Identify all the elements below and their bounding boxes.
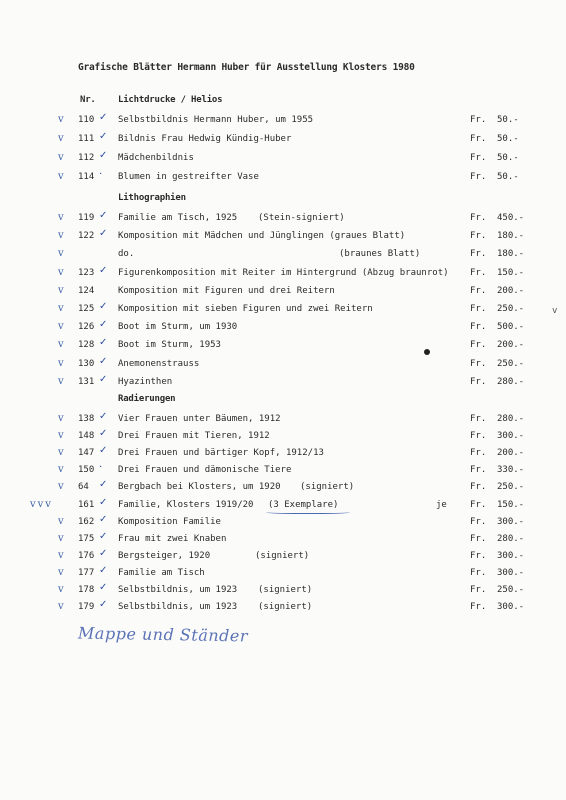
item-number: 119 xyxy=(78,213,95,223)
currency-label: Fr. xyxy=(470,115,487,125)
checkmark-icon: v xyxy=(58,447,64,459)
item-note: (signiert) xyxy=(258,602,313,613)
item-price: 300.- xyxy=(497,516,525,527)
item-note: (signiert) xyxy=(300,482,355,493)
list-item xyxy=(0,430,566,444)
checkmark-icon: v xyxy=(58,339,64,351)
currency-label: Fr. xyxy=(470,304,487,314)
item-title: Komposition Familie xyxy=(118,516,221,527)
checkmark-icon: v xyxy=(58,114,64,125)
checkmark-icon: v xyxy=(58,133,64,144)
currency-label: Fr. xyxy=(470,499,487,510)
item-title: Bildnis Frau Hedwig Kündig-Huber xyxy=(118,134,292,144)
checkmark-icon: ✓ xyxy=(99,131,108,142)
list-item xyxy=(0,339,566,353)
list-item xyxy=(0,212,566,226)
checkmark-icon: v xyxy=(58,566,64,578)
item-title: Boot im Sturm, 1953 xyxy=(118,340,221,351)
list-item xyxy=(0,481,566,495)
list-item xyxy=(0,464,566,478)
item-price: 150.- xyxy=(497,499,525,510)
item-price: 300.- xyxy=(497,567,525,578)
item-price: 300.- xyxy=(497,602,525,613)
item-number: 114 xyxy=(78,172,95,182)
item-price: 200.- xyxy=(497,340,525,351)
item-title: Blumen in gestreifter Vase xyxy=(118,172,259,182)
item-title: Hyazinthen xyxy=(118,376,173,387)
checkmark-icon: ✓ xyxy=(99,337,108,349)
item-price: 250.- xyxy=(497,482,525,493)
currency-label: Fr. xyxy=(470,550,487,561)
item-note: (signiert) xyxy=(255,550,310,561)
item-number: 179 xyxy=(78,602,95,613)
item-title: Drei Frauen und bärtiger Kopf, 1912/13 xyxy=(118,448,324,459)
item-title: Figurenkomposition mit Reiter im Hintergrund (Abzug braunrot) xyxy=(118,267,449,278)
currency-label: Fr. xyxy=(470,376,487,387)
checkmark-icon: ✓ xyxy=(99,319,108,331)
currency-label: Fr. xyxy=(470,285,487,296)
item-title: Komposition mit Figuren und drei Reitern xyxy=(118,285,335,296)
item-price: 500.- xyxy=(497,322,525,333)
checkmark-icon: v xyxy=(58,532,64,544)
checkmark-icon: v xyxy=(58,584,64,595)
item-number: 122 xyxy=(78,231,95,242)
item-price: 280.- xyxy=(497,414,525,424)
list-item xyxy=(0,564,566,581)
currency-label: Fr. xyxy=(470,231,487,242)
item-price: 50.- xyxy=(497,153,519,163)
item-price: 250.- xyxy=(497,358,525,369)
currency-label: Fr. xyxy=(470,431,487,442)
checkmark-icon: ✓ xyxy=(99,445,108,457)
item-title: Selbstbildnis, um 1923 xyxy=(118,602,238,613)
item-number: 178 xyxy=(78,585,95,595)
checkmark-icon: v xyxy=(58,549,64,561)
item-title: Boot im Sturm, um 1930 xyxy=(118,322,238,333)
item-price: 280.- xyxy=(497,376,525,387)
ink-dot xyxy=(424,349,430,355)
list-item xyxy=(0,133,566,147)
list-item xyxy=(0,285,566,299)
currency-label: Fr. xyxy=(470,134,487,144)
item-title: Drei Frauen und dämonische Tiere xyxy=(118,465,292,476)
item-number: 110 xyxy=(78,115,95,125)
item-title: Bergsteiger, 1920 xyxy=(118,550,211,561)
checkmark-icon: v xyxy=(58,375,64,387)
item-number: 162 xyxy=(78,516,95,527)
checkmark-icon: v xyxy=(58,248,64,260)
currency-label: Fr. xyxy=(470,340,487,351)
item-number: 128 xyxy=(78,340,95,351)
pen-underline xyxy=(266,510,350,514)
item-je: je xyxy=(436,499,447,510)
currency-label: Fr. xyxy=(470,585,487,595)
currency-label: Fr. xyxy=(470,267,487,278)
currency-label: Fr. xyxy=(470,465,487,476)
item-number: 111 xyxy=(78,134,95,144)
checkmark-icon: ✓ xyxy=(99,496,108,508)
item-title: Familie am Tisch xyxy=(118,567,205,578)
list-item xyxy=(0,230,566,244)
item-title: do. xyxy=(118,249,135,260)
currency-label: Fr. xyxy=(470,249,487,260)
item-price: 50.- xyxy=(497,172,519,182)
item-price: 300.- xyxy=(497,550,525,561)
currency-label: Fr. xyxy=(470,602,487,613)
checkmark-icon: v xyxy=(58,303,64,314)
item-number: 125 xyxy=(78,304,95,314)
checkmark-icon: v xyxy=(58,266,64,278)
list-item xyxy=(0,530,566,547)
item-price: 50.- xyxy=(497,134,519,144)
item-title: Familie, Klosters 1919/20 xyxy=(118,499,254,510)
currency-label: Fr. xyxy=(470,533,487,544)
item-title: Frau mit zwei Knaben xyxy=(118,533,227,544)
item-note: (3 Exemplare) xyxy=(268,499,339,510)
checkmark-icon: vvv xyxy=(30,498,53,510)
checkmark-icon: v xyxy=(58,515,64,527)
checkmark-icon: v xyxy=(58,230,64,242)
checkmark-icon: ✓ xyxy=(99,582,108,593)
checkmark-icon: v xyxy=(58,430,64,442)
item-price: 200.- xyxy=(497,448,525,459)
list-item xyxy=(0,547,566,564)
currency-label: Fr. xyxy=(470,448,487,459)
checkmark-icon: ✓ xyxy=(99,411,108,422)
item-number: 161 xyxy=(78,499,95,510)
currency-label: Fr. xyxy=(470,322,487,333)
item-number: 150 xyxy=(78,465,95,476)
item-title: Komposition mit sieben Figuren und zwei Reitern xyxy=(118,304,373,314)
item-price: 330.- xyxy=(497,465,525,476)
checkmark-icon: v xyxy=(58,284,64,296)
checkmark-icon: v xyxy=(58,152,64,163)
checkmark-icon: v xyxy=(58,464,64,476)
list-item xyxy=(0,171,566,185)
item-price: 250.- xyxy=(497,585,525,595)
currency-label: Fr. xyxy=(470,213,487,223)
checkmark-icon: ✓ xyxy=(99,479,108,491)
currency-label: Fr. xyxy=(470,172,487,182)
item-title: Selbstbildnis, um 1923 xyxy=(118,585,238,595)
item-title: Selbstbildnis Hermann Huber, um 1955 xyxy=(118,115,314,125)
checkmark-icon: ✓ xyxy=(99,530,108,542)
item-price: 200.- xyxy=(497,285,525,296)
item-number: 123 xyxy=(78,267,95,278)
list-item xyxy=(0,355,566,372)
item-number: 131 xyxy=(78,376,95,387)
handwritten-note: Mappe und Ständer xyxy=(77,623,249,646)
item-title: Bergbach bei Klosters, um 1920 xyxy=(118,482,281,493)
list-item xyxy=(0,413,566,427)
item-number: 176 xyxy=(78,550,95,561)
section-heading-radierungen: Radierungen xyxy=(118,394,176,404)
checkmark-icon: ✓ xyxy=(99,264,108,276)
checkmark-icon: v xyxy=(58,212,64,223)
list-item xyxy=(0,114,566,128)
item-price: 180.- xyxy=(497,249,525,260)
checkmark-icon: v xyxy=(58,321,64,333)
checkmark-icon: ✓ xyxy=(99,112,108,123)
item-price: 250.- xyxy=(497,304,525,314)
list-item xyxy=(0,248,566,262)
checkmark-icon: v xyxy=(58,171,64,182)
checkmark-icon: · xyxy=(99,462,103,474)
list-item xyxy=(0,303,566,317)
item-number: 138 xyxy=(78,414,95,424)
item-price: 180.- xyxy=(497,231,525,242)
list-item xyxy=(0,264,566,281)
list-item xyxy=(0,152,566,166)
list-item xyxy=(0,447,566,461)
checkmark-icon: ✓ xyxy=(99,428,108,440)
list-item xyxy=(0,513,566,530)
checkmark-icon: ✓ xyxy=(99,150,108,161)
item-title: Familie am Tisch, 1925 xyxy=(118,213,238,223)
checkmark-icon: v xyxy=(58,413,64,424)
margin-tick: v xyxy=(552,306,558,316)
checkmark-icon: ✓ xyxy=(99,564,108,576)
item-note: (Stein-signiert) xyxy=(258,213,345,223)
checkmark-icon: ✓ xyxy=(99,547,108,559)
checkmark-icon: ✓ xyxy=(99,301,108,312)
document-title: Grafische Blätter Hermann Huber für Ausstellung Klosters 1980 xyxy=(78,62,415,73)
item-number: 126 xyxy=(78,322,95,333)
checkmark-icon: ✓ xyxy=(99,373,108,385)
item-number: 175 xyxy=(78,533,95,544)
item-number: 112 xyxy=(78,153,95,163)
item-title: Drei Frauen mit Tieren, 1912 xyxy=(118,431,270,442)
item-price: 280.- xyxy=(497,533,525,544)
checkmark-icon: v xyxy=(58,357,64,369)
item-number: 147 xyxy=(78,448,95,459)
checkmark-icon: · xyxy=(99,169,103,180)
section-heading-lithographien: Lithographien xyxy=(118,193,186,203)
list-item xyxy=(0,373,566,390)
item-note: (signiert) xyxy=(258,585,313,595)
checkmark-icon: ✓ xyxy=(99,355,108,367)
checkmark-icon: v xyxy=(58,601,64,613)
item-price: 50.- xyxy=(497,115,519,125)
item-title: Anemonenstrauss xyxy=(118,358,200,369)
item-price: 450.- xyxy=(497,213,525,223)
header-nr: Nr. xyxy=(80,95,96,105)
item-number: 177 xyxy=(78,567,95,578)
item-price: 150.- xyxy=(497,267,525,278)
list-item xyxy=(0,601,566,615)
item-title: Komposition mit Mädchen und Jünglingen (graues Blatt) xyxy=(118,231,406,242)
item-note: (braunes Blatt) xyxy=(339,249,421,260)
currency-label: Fr. xyxy=(470,516,487,527)
currency-label: Fr. xyxy=(470,414,487,424)
checkmark-icon: ✓ xyxy=(99,513,108,525)
item-number: 148 xyxy=(78,431,95,442)
item-title: Vier Frauen unter Bäumen, 1912 xyxy=(118,414,281,424)
item-title: Mädchenbildnis xyxy=(118,153,194,163)
section-heading-lichtdrucke: Lichtdrucke / Helios xyxy=(118,95,223,105)
list-item xyxy=(0,584,566,598)
item-number: 64 xyxy=(78,482,89,493)
currency-label: Fr. xyxy=(470,358,487,369)
item-number: 124 xyxy=(78,285,95,296)
checkmark-icon: ✓ xyxy=(99,228,108,240)
currency-label: Fr. xyxy=(470,567,487,578)
item-number: 130 xyxy=(78,358,95,369)
currency-label: Fr. xyxy=(470,482,487,493)
list-item xyxy=(0,321,566,335)
checkmark-icon: ✓ xyxy=(99,210,108,221)
checkmark-icon: ✓ xyxy=(99,599,108,611)
currency-label: Fr. xyxy=(470,153,487,163)
item-price: 300.- xyxy=(497,431,525,442)
checkmark-icon: v xyxy=(58,481,64,493)
